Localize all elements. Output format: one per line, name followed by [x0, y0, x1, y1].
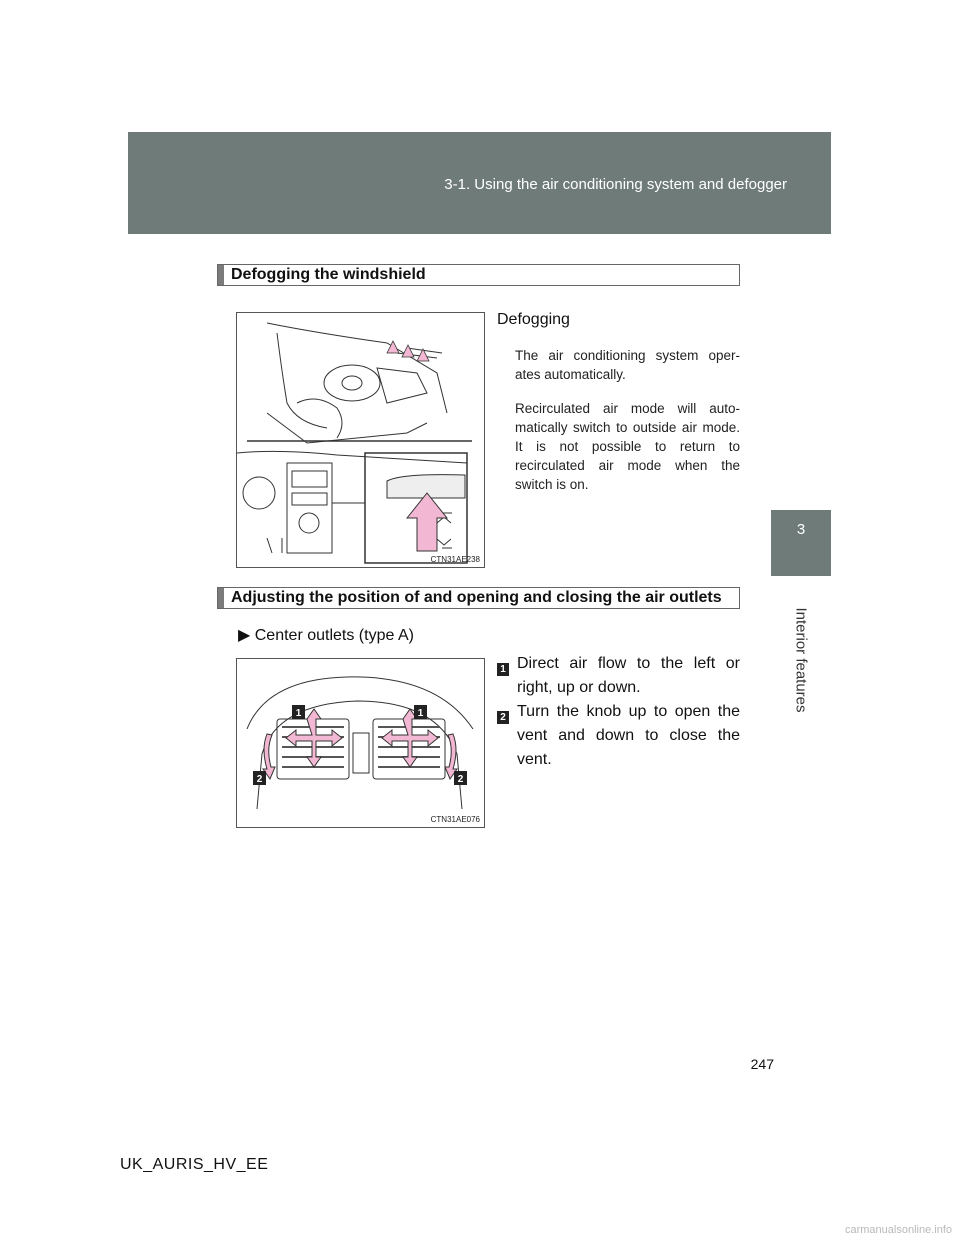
chapter-tab	[771, 510, 831, 576]
windshield-defog-drawing	[237, 313, 484, 567]
watermark: carmanualsonline.info	[844, 1224, 952, 1236]
air-outlets-illustration	[236, 658, 485, 828]
bullet-center-outlets: ▶ Center outlets (type A)	[238, 627, 414, 644]
item-number-badge: 2	[497, 711, 509, 724]
heading-accent-bar	[218, 588, 224, 608]
section-heading-air-outlets	[217, 587, 740, 609]
chapter-number: 3	[796, 521, 806, 538]
section-heading-defogging	[217, 264, 740, 286]
footer-code: UK_AURIS_HV_EE	[120, 1156, 269, 1173]
section-heading-text: Adjusting the position of and opening and closing the air outlets	[231, 589, 722, 606]
defogging-subheading: Defogging	[497, 311, 570, 328]
svg-text:2: 2	[457, 774, 464, 785]
svg-text:1: 1	[295, 708, 302, 719]
item-number-badge: 1	[497, 663, 509, 676]
item-text: Direct air flow to the left or right, up or down.	[517, 655, 740, 696]
list-item	[497, 700, 740, 772]
heading-accent-bar	[218, 265, 224, 285]
figure-code: CTN31AE076	[430, 815, 480, 824]
figure-code: CTN31AE238	[430, 555, 480, 564]
page-header-band	[128, 132, 831, 234]
chapter-title: Interior features	[792, 607, 810, 713]
defogger-illustration	[236, 312, 485, 568]
section-heading-text: Defogging the windshield	[231, 266, 426, 283]
defog-paragraph-1: The air conditioning system oper-ates automatically.	[515, 348, 740, 382]
svg-text:1: 1	[417, 708, 424, 719]
page-number: 247	[750, 1056, 774, 1072]
item-text: Turn the knob up to open the vent and down to close the vent.	[517, 703, 740, 768]
header-section-title: 3-1. Using the air conditioning system and defogger	[444, 176, 787, 193]
list-item	[497, 652, 740, 700]
center-outlets-drawing	[237, 659, 484, 827]
defog-paragraph-2: Recirculated air mode will auto-matically switch to outside air mode. It is not possible to return to recirculated air mode when the switch is on.	[515, 401, 740, 492]
svg-text:2: 2	[256, 774, 263, 785]
